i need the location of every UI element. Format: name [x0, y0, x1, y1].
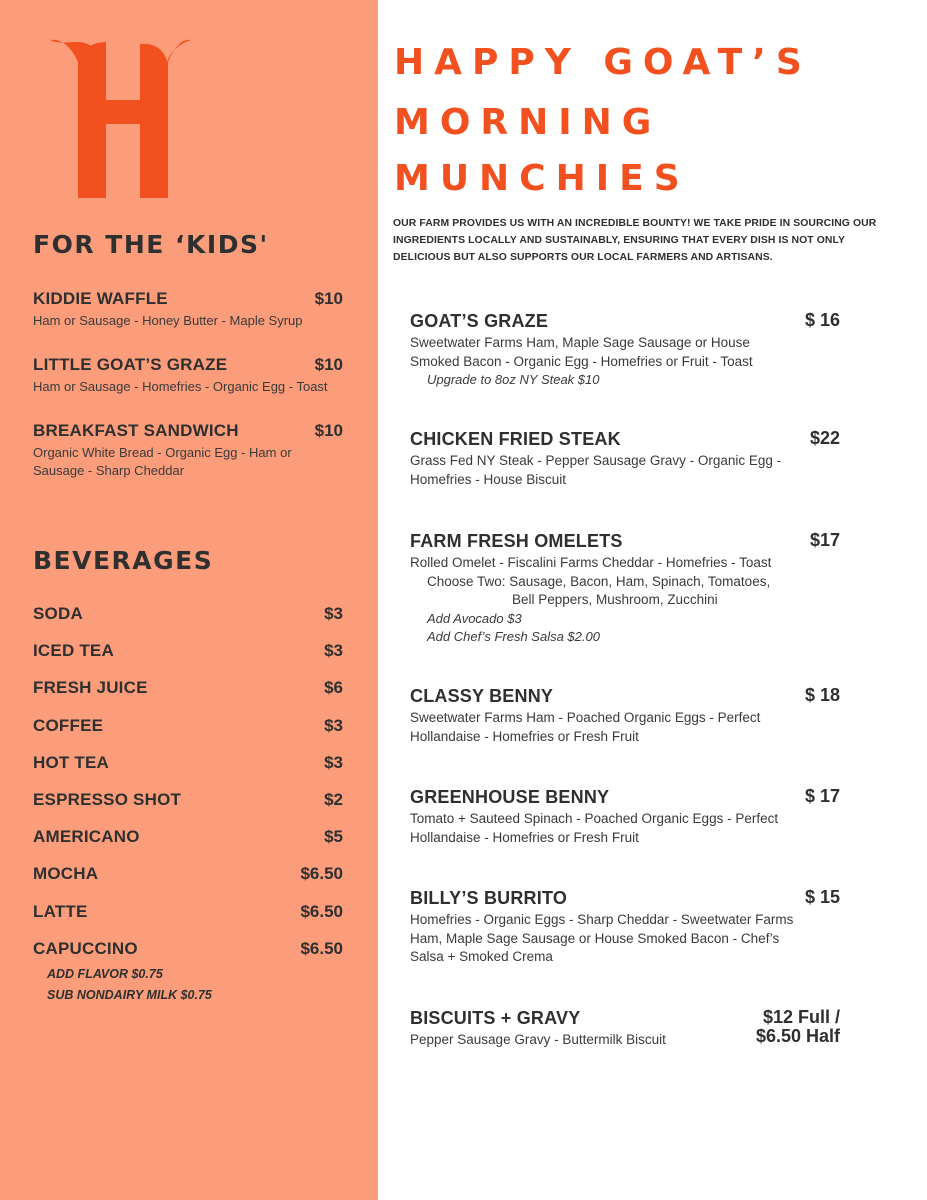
item-price-half: $6.50 Half [755, 1026, 840, 1046]
beverage-price: $3 [324, 752, 343, 772]
page-title-line-2: MORNING [394, 102, 662, 143]
item-description: Grass Fed NY Steak - Pepper Sausage Gravy - Organic Egg - Homefries - House Biscuit [410, 453, 782, 487]
item-price: $10 [314, 421, 343, 440]
item-price: $10 [314, 289, 343, 308]
item-name: GREENHOUSE BENNY [410, 787, 610, 807]
beverage-name: ESPRESSO SHOT [33, 789, 182, 809]
beverage-name: COFFEE [33, 715, 104, 735]
beverage-name: LATTE [33, 901, 88, 921]
beverage-name: MOCHA [33, 864, 99, 884]
beverage-name: CAPUCCINO [33, 938, 138, 958]
beverage-price: $3 [324, 604, 343, 623]
menu-item-farm-fresh-omelets [410, 531, 840, 646]
item-choose-line: Choose Two: Sausage, Bacon, Ham, Spinach, Tomatoes, [427, 573, 771, 589]
menu-item-classy-benny [410, 686, 840, 746]
item-price: $22 [809, 428, 840, 448]
item-description: Ham or Sausage - Homefries - Organic Egg - Toast [33, 379, 328, 394]
item-name: CLASSY BENNY [410, 686, 554, 706]
item-description: Sweetwater Farms Ham - Poached Organic Eggs - Perfect Hollandaise - Homefries or Fresh Fruit [410, 710, 761, 744]
item-description: Sweetwater Farms Ham, Maple Sage Sausage or House Smoked Bacon - Organic Egg - Homefries or Fruit - Toast [410, 335, 753, 369]
beverage-price: $6 [324, 678, 343, 698]
item-price: $ 17 [804, 786, 840, 806]
beverage-name: ICED TEA [33, 641, 114, 661]
beverage-addon-nondairy: SUB NONDAIRY MILK $0.75 [47, 988, 212, 1002]
item-price: $ 15 [804, 887, 840, 907]
beverage-name: HOT TEA [33, 752, 110, 772]
beverage-row [33, 790, 343, 827]
beverage-price: $6.50 [300, 901, 343, 921]
item-price: $ 18 [804, 685, 840, 705]
item-name: FARM FRESH OMELETS [410, 531, 623, 551]
beverage-row [33, 604, 343, 641]
beverage-addon-flavor: ADD FLAVOR $0.75 [47, 967, 163, 981]
menu-item-chicken-fried-steak [410, 429, 840, 489]
beverage-row [33, 864, 343, 901]
beverage-name: FRESH JUICE [33, 678, 148, 698]
menu-item-greenhouse-benny [410, 787, 840, 847]
page-title-line-1: HAPPY GOAT’S [394, 42, 812, 83]
item-price: $17 [809, 530, 840, 550]
beverage-name: AMERICANO [33, 827, 140, 847]
beverage-price: $6.50 [300, 864, 343, 884]
menu-item-billys-burrito [410, 888, 840, 967]
kids-item-little-goats-graze [33, 355, 343, 396]
beverage-price: $2 [324, 789, 343, 809]
beverage-row [33, 827, 343, 864]
item-name: BILLY’S BURRITO [410, 888, 568, 908]
item-price-full: $12 Full / [762, 1007, 840, 1027]
beverage-row [33, 902, 343, 939]
intro-text: OUR FARM PROVIDES US WITH AN INCREDIBLE BOUNTY! WE TAKE PRIDE IN SOURCING OUR INGREDIENTS LOCALLY AND SUSTAINABLY, ENSURING THAT EVERY DISH IS NOT ONLY DELICIOUS BUT ALSO SUPPORTS OUR LOCAL FARMERS AND ARTISANS. [393, 218, 877, 263]
item-addon-avocado: Add Avocado $3 [427, 610, 522, 626]
menu-item-goats-graze [410, 311, 840, 389]
kids-heading: FOR THE ‘KIDS' [33, 230, 269, 259]
menu-item-biscuits-gravy [410, 1008, 840, 1050]
item-description: Homefries - Organic Eggs - Sharp Cheddar - Sweetwater Farms Ham, Maple Sage Sausage or House Smoked Bacon - Chef’s Salsa + Smoked Crema [410, 912, 794, 964]
item-addon-salsa: Add Chef’s Fresh Salsa $2.00 [427, 628, 600, 644]
item-description: Organic White Bread - Organic Egg - Ham or Sausage - Sharp Cheddar [33, 445, 292, 478]
item-name: CHICKEN FRIED STEAK [410, 429, 621, 449]
item-description: Tomato + Sauteed Spinach - Poached Organic Eggs - Perfect Hollandaise - Homefries or Fresh Fruit [410, 811, 779, 845]
item-name: BREAKFAST SANDWICH [33, 421, 239, 440]
beverage-price: $3 [324, 641, 343, 661]
item-name: KIDDIE WAFFLE [33, 289, 168, 308]
beverage-row [33, 716, 343, 753]
item-price [756, 1008, 840, 1046]
item-name: BISCUITS + GRAVY [410, 1008, 581, 1028]
goat-h-logo-icon [48, 38, 193, 200]
item-name: LITTLE GOAT’S GRAZE [33, 355, 228, 374]
item-description: Ham or Sausage - Honey Butter - Maple Syrup [33, 313, 303, 328]
beverage-price: $6.50 [300, 938, 343, 958]
beverages-heading: BEVERAGES [33, 546, 214, 575]
beverage-price: $3 [324, 715, 343, 735]
left-panel [0, 0, 378, 1200]
item-name: GOAT’S GRAZE [410, 311, 549, 331]
item-upgrade-note: Upgrade to 8oz NY Steak $10 [427, 372, 600, 387]
beverage-list [33, 604, 343, 976]
beverage-row [33, 641, 343, 678]
beverage-row [33, 678, 343, 715]
item-description: Pepper Sausage Gravy - Buttermilk Biscuit [410, 1032, 666, 1047]
item-description: Rolled Omelet - Fiscalini Farms Cheddar - Homefries - Toast [410, 555, 772, 570]
kids-item-kiddie-waffle [33, 289, 343, 330]
item-price: $ 16 [804, 310, 840, 330]
kids-item-breakfast-sandwich [33, 421, 343, 480]
beverage-name: SODA [33, 604, 83, 623]
beverage-row [33, 753, 343, 790]
beverage-price: $5 [324, 827, 343, 847]
item-price: $10 [314, 355, 343, 374]
page-title-line-3: MUNCHIES [394, 158, 690, 199]
item-choose-line-cont: Bell Peppers, Mushroom, Zucchini [512, 592, 718, 607]
